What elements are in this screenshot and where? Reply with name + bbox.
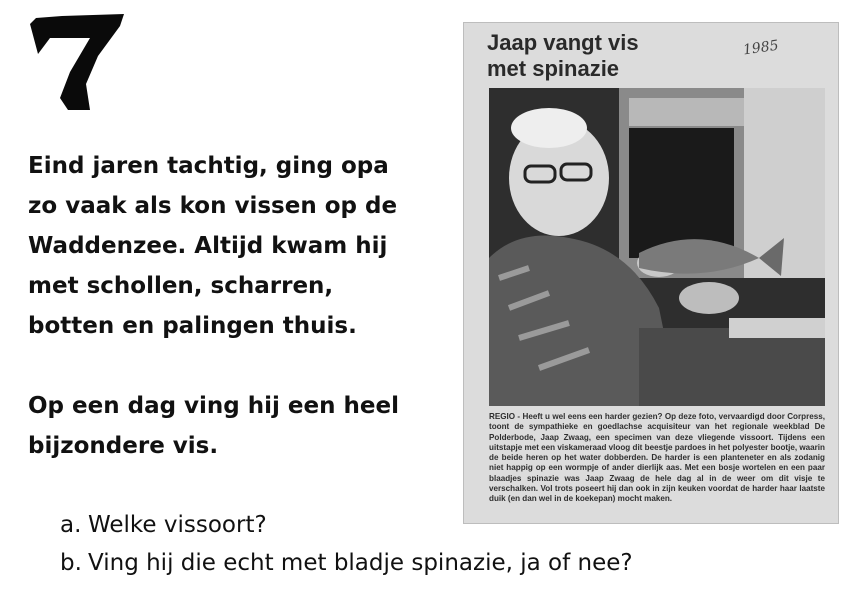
question-text: Welke vissoort? <box>88 512 267 538</box>
question-letter: b. <box>60 550 82 576</box>
clipping-photo <box>489 88 825 406</box>
intro-paragraph-1: Eind jaren tachtig, ging opa zo vaak als kon vissen op de Waddenzee. Altijd kwam hij met schollen, scharren, botten en palingen thuis. <box>28 153 398 339</box>
number-seven-icon <box>28 8 128 118</box>
question-letter: a. <box>60 512 82 538</box>
newspaper-clipping <box>463 22 839 524</box>
clipping-headline: Jaap vangt vis met spinazie <box>487 30 639 81</box>
clipping-article: REGIO - Heeft u wel eens een harder gezien? Op deze foto, vervaardigd door Corpress, toont de sympathieke en goedlachse acquisiteur van het regionale weekblad De Polderbode, Jaap Zwaag, een specimen van deze vliegende vissoort. Tijdens een uitstapje met een viskameraad vloog dit beestje pardoes in het polyester bootje, waarin de beide heren op het water dobberden. De harder is een planteneter en als zodanig niet happig op een wormpje of ander dierlijk aas. Met een bosje wortelen en een paar blaadjes spinazie was Jaap Zwaag de hele dag al in de weer om dit visje te verschalken. Vol trots poseert hij dan ook in zijn keuken voordat de harder haar laatste duik (en dan wel in de koekepan) mocht maken. <box>489 412 825 504</box>
intro-paragraph-2: Op een dag ving hij een heel bijzondere vis. <box>28 393 399 459</box>
question-text: Ving hij die echt met bladje spinazie, ja of nee? <box>88 550 633 576</box>
photo-man-with-fish <box>489 88 825 406</box>
intro-text <box>28 146 458 466</box>
handwritten-year: 1985 <box>742 37 780 59</box>
question-b <box>60 544 633 582</box>
